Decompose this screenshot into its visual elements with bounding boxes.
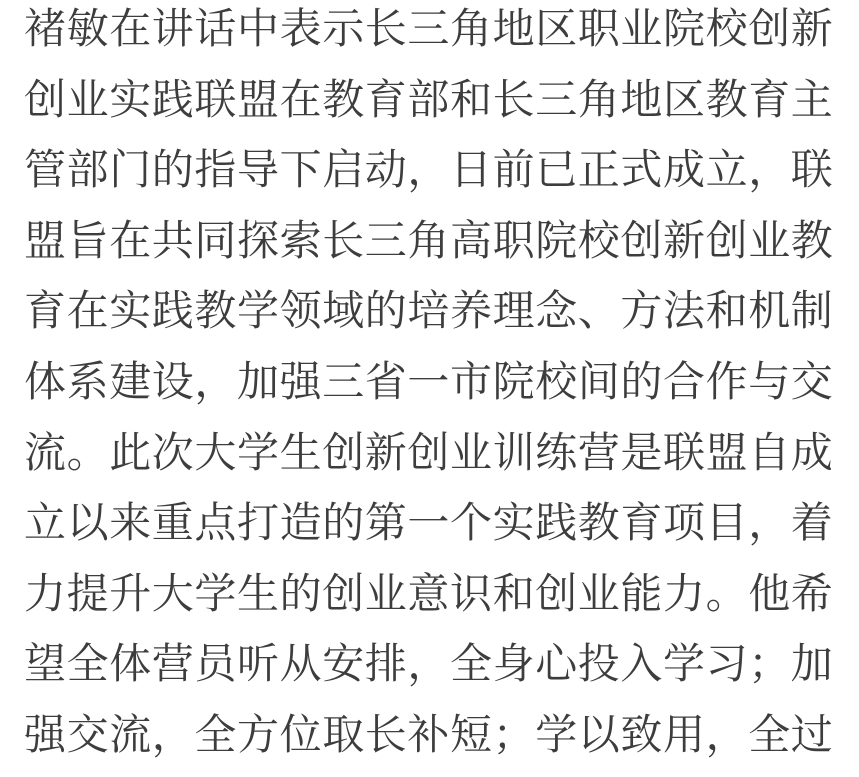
text-line: 流。此次大学生创新创业训练营是联盟自成 (24, 427, 834, 477)
text-line: 创业实践联盟在教育部和长三角地区教育主 (24, 74, 834, 124)
text-line: 力提升大学生的创业意识和创业能力。他希 (24, 568, 834, 618)
text-line: 管部门的指导下启动，日前已正式成立，联 (24, 145, 834, 195)
text-line: 褚敏在讲话中表示长三角地区职业院校创新 (24, 4, 834, 53)
text-line: 立以来重点打造的第一个实践教育项目，着 (24, 498, 834, 548)
text-line: 望全体营员听从安排，全身心投入学习；加 (24, 639, 834, 689)
text-line: 体系建设，加强三省一市院校间的合作与交 (24, 356, 834, 406)
text-line: 强交流，全方位取长补短；学以致用，全过 (24, 709, 834, 759)
text-line: 育在实践教学领域的培养理念、方法和机制 (24, 286, 834, 336)
article-body (24, 0, 836, 771)
text-line: 盟旨在共同探索长三角高职院校创新创业教 (24, 215, 834, 265)
